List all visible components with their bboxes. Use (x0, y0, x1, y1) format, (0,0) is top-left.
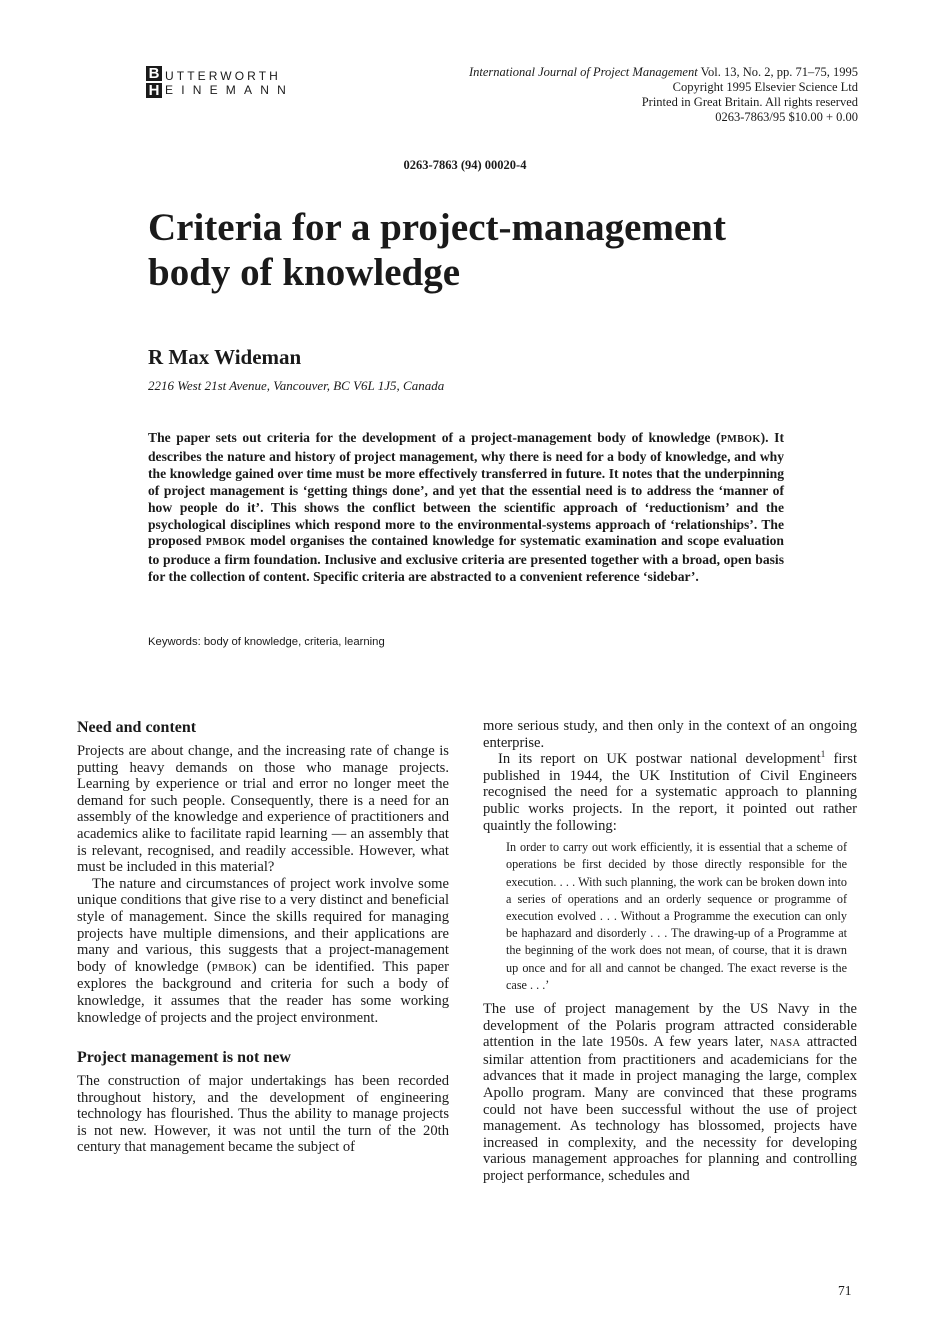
footnote-marker: 1 (820, 749, 826, 760)
author-name: R Max Wideman (148, 345, 302, 369)
paragraph (483, 1001, 857, 1185)
paragraph-text: In its report on UK postwar national development (498, 751, 821, 768)
paragraph: more serious study, and then only in the context of an ongoing enterprise. (483, 718, 857, 751)
abstract-text-1: The paper sets out criteria for the development of a project-management body of knowledge ( (148, 430, 721, 445)
journal-header (388, 65, 858, 125)
journal-citation: Vol. 13, No. 2, pp. 71–75, 1995 (700, 65, 858, 79)
page-number: 71 (838, 1283, 852, 1298)
title-line-1: Criteria for a project-management (148, 206, 726, 249)
logo-word-bottom: EINEMANN (165, 83, 294, 97)
paragraph-text: ) can be identified. This paper explores the background and criteria for such a body of knowledge, it assumes that the reader has some working knowledge of projects and the project environment. (77, 958, 450, 1026)
block-quote: In order to carry out work efficiently, it is essential that a scheme of operations be first decided by those directly responsible for the execution. . . . With such planning, the work can be broken down into a series of operations and an orderly sequence or programme of execution evolved . . . Without a Programme the execution can only be haphazard and disorderly . . . The drawing-up of a Programme at the beginning of the work does not mean, of course, that it is drawn up once and for all and cannot be changed. The exact reverse is the case . . .’ (506, 840, 847, 992)
author-address: 2216 West 21st Avenue, Vancouver, BC V6L 1J5, Canada (148, 378, 445, 393)
journal-citation-line (388, 65, 858, 80)
paragraph-text: first published in 1944, the UK Institution of Civil Engineers recognised the need for a systematic approach to planning public works projects. In the report, it pointed out rather quaintly the following: (483, 751, 857, 834)
logo-word-top: UTTERWORTH (165, 69, 281, 83)
journal-name: International Journal of Project Management (469, 65, 698, 79)
paragraph-text: attracted similar attention from practitioners and academicians for the advances that it made in project managing the large, complex Apollo program. Many are convinced that these programs could not have been successful without the use of project management. As technology has blossomed, projects have increased in complexity, and the necessity for developing various management approaches for planning and controlling project performance, schedules and (483, 1034, 857, 1184)
keywords: Keywords: body of knowledge, criteria, learning (148, 636, 385, 648)
abstract (148, 430, 784, 586)
left-column (77, 718, 449, 1156)
logo-initial-h: H (146, 83, 162, 98)
document-code: 0263-7863 (94) 00020-4 (403, 158, 527, 172)
journal-copyright: Copyright 1995 Elsevier Science Ltd (672, 80, 858, 94)
abstract-text-3: model organises the contained knowledge for systematic examination and scope evaluation to produce a firm foundation. Inclusive and exclusive criteria are presented together with a broad, open basis for the collection of content. Specific criteria are abstracted to a convenient reference ‘sidebar’. (148, 533, 784, 585)
logo-initial-b: B (146, 66, 162, 81)
abstract-acronym-2: PMBOK (205, 537, 246, 549)
section-heading-not-new: Project management is not new (77, 1049, 291, 1067)
journal-issn-price: 0263-7863/95 $10.00 + 0.00 (715, 110, 858, 124)
journal-printed: Printed in Great Britain. All rights reserved (641, 95, 858, 109)
abstract-acronym-1: PMBOK (720, 434, 761, 445)
paragraph: Projects are about change, and the increasing rate of change is putting heavy demands on those who manage projects. Learning by experience or trial and error no longer meet the demand for such people. Consequently, there is a need for an assembly of the knowledge and experience of practitioners and academics alike to facilitate rapid learning — an assembly that is relevant, recognised, and readily accessible. However, what must be included in this material? (77, 743, 449, 876)
right-column (483, 718, 857, 1185)
paragraph-text: The nature and circumstances of project work involve some unique conditions that give rise to a very distinct and beneficial style of management. Since the skills required for managing projects have multiple dimensions, and their applications are many and various, this suggests that a project-management body of knowledge ( (77, 875, 449, 975)
paragraph (483, 751, 857, 834)
article-title (148, 205, 848, 295)
abstract-text-2: ). It describes the nature and history of project management, why there is need for a body of knowledge, and why the knowledge gained over time must be more effectively transferred in future. It notes that the underpinning of project management is ‘getting things done’, and yet that the essential need is to address the ‘manner of how people do it’. This shows the conflict between the scientific approach of ‘reductionism’ and the psychological disciplines which respond more to the environmental-systems approach of ‘relationships’. The proposed (148, 430, 784, 549)
section-heading-need-and-content: Need and content (77, 719, 197, 736)
acronym-nasa: NASA (769, 1037, 801, 1050)
acronym-pmbok: PMBOK (211, 961, 252, 974)
paragraph: The construction of major undertakings has been recorded throughout history, and the development of engineering technology has flourished. Thus the ability to manage projects is not new. However, it was not until the turn of the 20th century that management became the subject of (77, 1073, 449, 1156)
title-line-2: body of knowledge (148, 251, 461, 294)
paragraph-text: The use of project management by the US Navy in the development of the Polaris program attracted considerable attention in the late 1950s. A few years later, (483, 1000, 857, 1051)
paragraph (77, 876, 449, 1026)
publisher-logo (146, 66, 316, 100)
